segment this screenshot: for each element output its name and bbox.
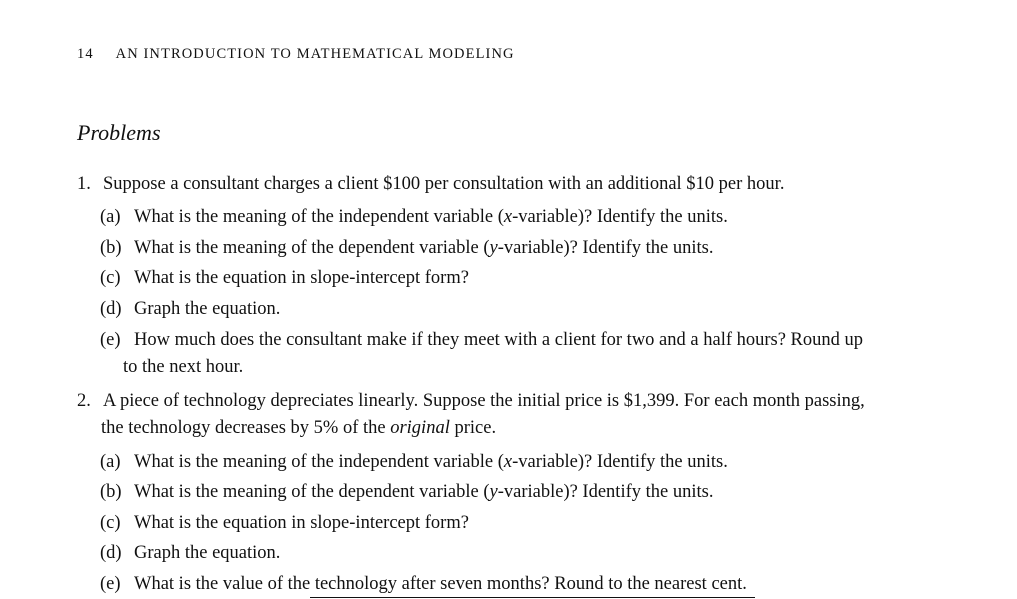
problem-1-part-e-continuation xyxy=(123,356,243,378)
problem-1-part-d xyxy=(100,298,280,320)
running-title: AN INTRODUCTION TO MATHEMATICAL MODELING xyxy=(115,46,515,62)
variable: y xyxy=(489,238,498,258)
problem-2 xyxy=(77,390,865,412)
part-text: -variable)? Identify the units. xyxy=(497,482,714,502)
part-text: How much does the consultant make if they meet with a client for two and a half hours? Round up xyxy=(134,330,864,350)
running-header xyxy=(77,46,515,63)
part-label: (d) xyxy=(100,543,122,563)
highlight-underline xyxy=(310,597,755,598)
problem-1-part-b xyxy=(100,237,713,259)
part-text: What is the value of the technology after seven months? Round to the nearest cent. xyxy=(134,574,747,594)
part-text: What is the equation in slope-intercept form? xyxy=(134,513,469,533)
part-text: Graph the equation. xyxy=(134,299,281,319)
problem-2-part-c xyxy=(100,512,469,534)
part-text: What is the meaning of the independent variable ( xyxy=(134,207,504,227)
variable: x xyxy=(503,452,513,472)
page-number: 14 xyxy=(77,46,94,62)
part-label: (e) xyxy=(100,330,121,350)
part-label: (b) xyxy=(100,238,122,258)
part-label: (e) xyxy=(100,574,121,594)
part-text: What is the meaning of the dependent variable ( xyxy=(134,238,490,258)
problem-2-part-e xyxy=(100,573,747,595)
problem-text: A piece of technology depreciates linearly. Suppose the initial price is $1,399. For each month passing, xyxy=(103,391,865,411)
problem-2-part-a xyxy=(100,451,728,473)
problem-text: Suppose a consultant charges a client $100 per consultation with an additional $10 per hour. xyxy=(103,174,785,194)
part-label: (b) xyxy=(100,482,122,502)
part-label: (a) xyxy=(100,452,121,472)
problem-1-part-e xyxy=(100,329,863,351)
variable: x xyxy=(503,207,513,227)
problem-1-part-a xyxy=(100,206,728,228)
variable: y xyxy=(489,482,498,502)
problem-number: 2. xyxy=(77,391,91,411)
problem-2-part-b xyxy=(100,481,713,503)
part-text: What is the equation in slope-intercept form? xyxy=(134,268,469,288)
part-label: (c) xyxy=(100,268,121,288)
problem-number: 1. xyxy=(77,174,91,194)
problem-2-part-d xyxy=(100,542,280,564)
part-label: (d) xyxy=(100,299,122,319)
part-text: -variable)? Identify the units. xyxy=(497,238,714,258)
part-text: Graph the equation. xyxy=(134,543,281,563)
part-text: What is the meaning of the dependent variable ( xyxy=(134,482,490,502)
emphasis: original xyxy=(390,418,450,438)
problem-text: the technology decreases by 5% of the xyxy=(101,418,391,438)
part-text: -variable)? Identify the units. xyxy=(512,207,728,227)
problem-2-continuation xyxy=(101,417,496,439)
problem-text: price. xyxy=(449,418,497,438)
part-text: to the next hour. xyxy=(123,357,244,377)
part-text: -variable)? Identify the units. xyxy=(512,452,728,472)
part-text: What is the meaning of the independent variable ( xyxy=(134,452,504,472)
problem-1 xyxy=(77,173,784,195)
part-label: (c) xyxy=(100,513,121,533)
problem-1-part-c xyxy=(100,267,469,289)
part-label: (a) xyxy=(100,207,121,227)
section-title: Problems xyxy=(77,120,161,145)
